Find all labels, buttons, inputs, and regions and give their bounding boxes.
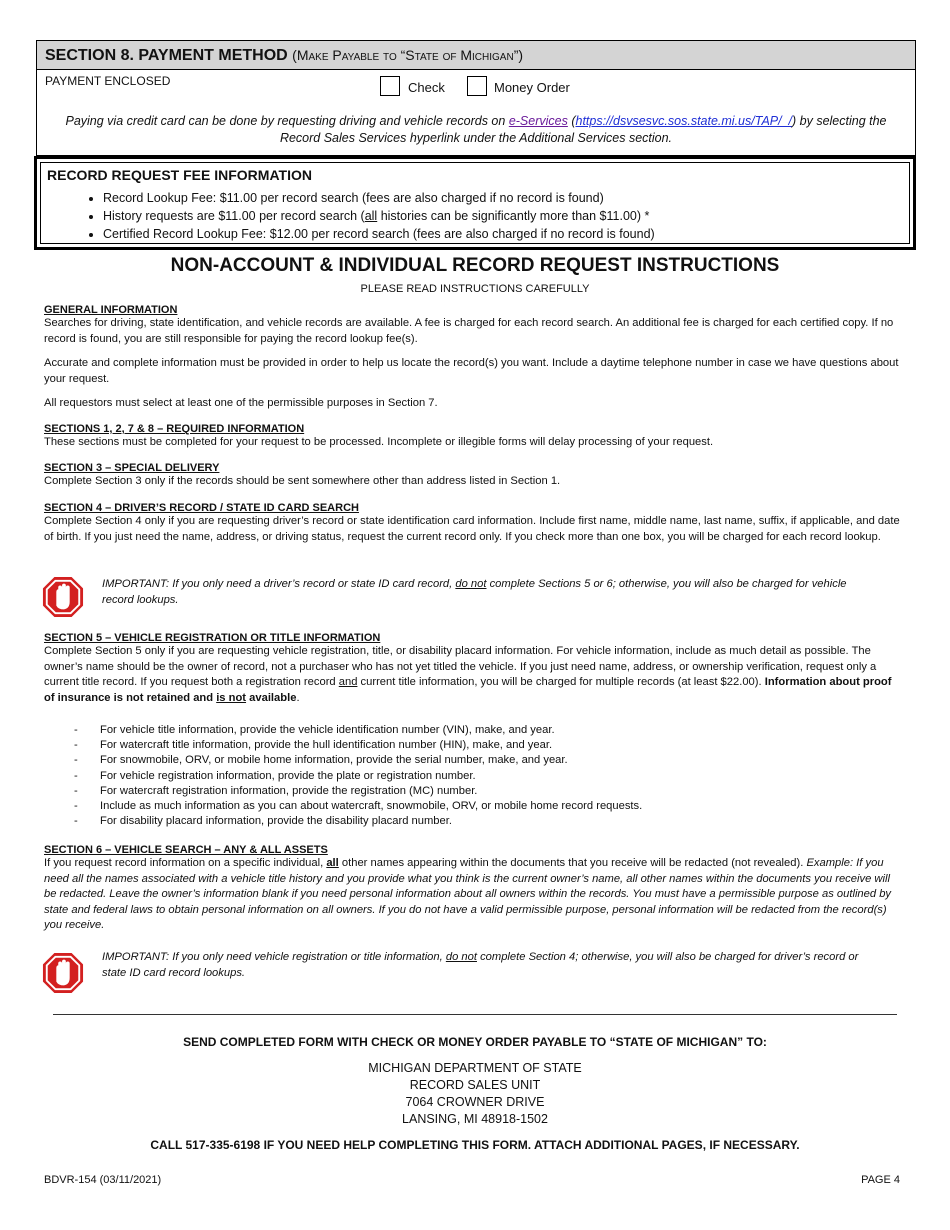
special-heading: SECTION 3 – SPECIAL DELIVERY: [44, 462, 220, 474]
s6-all: all: [326, 857, 339, 869]
s5-is-not: is not: [216, 691, 247, 704]
special-delivery: [44, 462, 902, 490]
fee-inner-border: [40, 162, 910, 244]
call-for-help: CALL 517-335-6198 IF YOU NEED HELP COMPLETING THIS FORM. ATTACH ADDITIONAL PAGES, IF NECESSARY.: [150, 1138, 800, 1152]
address-line: RECORD SALES UNIT: [409, 1078, 541, 1092]
stop-hand-icon: [42, 576, 84, 618]
payment-enclosed-label: PAYMENT ENCLOSED: [45, 74, 171, 88]
send-form-instruction: SEND COMPLETED FORM WITH CHECK OR MONEY ORDER PAYABLE TO “STATE OF MICHIGAN” TO:: [183, 1035, 767, 1049]
section-4-text: Complete Section 4 only if you are requesting driver’s record or state identification card information. Include first name, middle name, last name, suffix, if applicable, and date of birth. If you just need the name, address, or driving status, request the current record only. If you check more than one box, you will be charged for each record lookup.: [44, 515, 900, 543]
list-item: - For vehicle registration information, provide the plate or registration number.: [44, 769, 902, 784]
s5-text: Complete Section 5 only if you are requesting vehicle registration, title, or disability placard information. For vehicle information, include as much detail as possible. The owner’s name should be the owner of record, not a purchaser who has not yet titled the vehicle. If you just need name, address, or ownership verification, request only a current title record. If you request both a registration record: [44, 645, 877, 688]
fee-history-text: History requests are $11.00 per record search (: [103, 209, 365, 223]
section-5-list-wrap: [44, 723, 902, 829]
fee-history-rest: histories can be significantly more than $11.00) *: [377, 209, 650, 223]
fee-history-all: all: [364, 209, 378, 223]
list-item: - For snowmobile, ORV, or mobile home information, provide the serial number, make, and year.: [44, 753, 902, 768]
address-line: LANSING, MI 48918-1502: [402, 1112, 548, 1126]
address-line: MICHIGAN DEPARTMENT OF STATE: [368, 1061, 582, 1075]
s5-text: current title information, you will be charged for multiple records (at least $22.00).: [357, 676, 765, 688]
check-checkbox[interactable]: [380, 76, 400, 96]
section-5-heading: SECTION 5 – VEHICLE REGISTRATION OR TITLE INFORMATION: [44, 632, 381, 644]
section-5-info: [44, 632, 902, 706]
section-6-important: [102, 950, 872, 981]
imp-text: complete Section 4; otherwise, you will also be charged for driver’s record or state ID card record lookups.: [102, 951, 859, 979]
address-line: 7064 CROWNER DRIVE: [405, 1095, 545, 1109]
instructions-subtitle: PLEASE READ INSTRUCTIONS CAREFULLY: [360, 283, 590, 295]
fee-information-box: [34, 156, 916, 250]
section-4-info: [44, 502, 902, 545]
required-information: [44, 423, 902, 451]
list-item: - Include as much information as you can about watercraft, snowmobile, ORV, or mobile home record requests.: [44, 799, 902, 814]
list-item: - For watercraft registration information, provide the registration (MC) number.: [44, 784, 902, 799]
cc-text-part: Paying via credit card can be done by requesting driving and vehicle records on: [65, 114, 509, 128]
s6-example: Example: If you need all the names associated with a vehicle title history and you provide what you think is the current owner’s name, all other names within the documents you receive will be redacted. Leave the owner’s information blank if you need personal information about all owners within the records. You must have a permissible purpose as outlined by state and federal laws to obtain personal information on all owners. If you do not have a valid permissible purpose, personal information will be redacted from the record(s) you receive.: [44, 857, 892, 931]
fee-list: [41, 189, 655, 243]
section-5-list: [44, 723, 902, 829]
instructions-title: NON-ACCOUNT & INDIVIDUAL RECORD REQUEST INSTRUCTIONS: [170, 255, 780, 276]
fee-info-title: RECORD REQUEST FEE INFORMATION: [47, 167, 312, 183]
section-8-subtitle: (Make Payable to “State of Michigan”): [292, 47, 524, 63]
section-6-text: [44, 856, 902, 934]
list-item: - For disability placard information, provide the disability placard number.: [44, 814, 902, 829]
general-information: [44, 304, 902, 412]
required-text: These sections must be completed for your request to be processed. Incomplete or illegible forms will delay processing of your request.: [44, 436, 714, 448]
imp-do-not: do not: [455, 578, 487, 590]
general-p1: Searches for driving, state identification, and vehicle records are available. A fee is charged for each record search. An additional fee is charged for each certified copy. If no record is found, you are still responsible for paying the record lookup fee(s).: [44, 317, 894, 345]
fee-item-history: [103, 207, 655, 225]
section-8-header: [37, 41, 915, 70]
section-4-important: [102, 577, 872, 608]
section-5-text: [44, 644, 902, 706]
credit-card-note: [47, 113, 905, 147]
general-p3: All requestors must select at least one of the permissible purposes in Section 7.: [44, 397, 438, 409]
section-8-payment-method: [36, 40, 916, 156]
general-p2: Accurate and complete information must be provided in order to help us locate the record(s) you want. Include a daytime telephone number in case we have questions about your request.: [44, 357, 899, 385]
stop-hand-icon: [42, 952, 84, 994]
imp-text: IMPORTANT: If you only need vehicle registration or title information,: [102, 951, 446, 963]
special-text: Complete Section 3 only if the records should be sent somewhere other than address listed in Section 1.: [44, 475, 561, 487]
s6-text: other names appearing within the documents that you receive will be redacted (not revealed).: [338, 857, 804, 869]
section-8-title: SECTION 8. PAYMENT METHOD: [45, 47, 288, 64]
s6-text: If you request record information on a specific individual,: [44, 857, 327, 869]
s5-bold: available: [246, 691, 297, 704]
imp-do-not: do not: [445, 951, 477, 963]
mailing-address: [0, 1060, 950, 1128]
general-heading: GENERAL INFORMATION: [44, 304, 178, 316]
form-id: BDVR-154 (03/11/2021): [44, 1174, 162, 1186]
imp-text: complete Sections 5 or 6; otherwise, you will also be charged for vehicle record lookups.: [102, 578, 847, 606]
check-label: Check: [408, 80, 445, 95]
list-item: - For watercraft title information, provide the hull identification number (HIN), make, and year.: [44, 738, 902, 753]
s5-period: .: [296, 691, 300, 704]
divider: [53, 1014, 897, 1015]
section-4-heading: SECTION 4 – DRIVER’S RECORD / STATE ID CARD SEARCH: [44, 502, 359, 514]
s5-and: and: [338, 676, 358, 688]
cc-text-part: (: [567, 114, 576, 128]
section-6-info: [44, 844, 902, 934]
cc-text-part: ) by selecting the Record Sales Services hyperlink under the Additional Services section.: [279, 114, 887, 145]
tap-url-link[interactable]: https://dsvsesvc.sos.state.mi.us/TAP/_/: [575, 114, 793, 128]
required-heading: SECTIONS 1, 2, 7 & 8 – REQUIRED INFORMATION: [44, 423, 305, 435]
money-order-checkbox[interactable]: [467, 76, 487, 96]
list-item: - For vehicle title information, provide the vehicle identification number (VIN), make, and year.: [44, 723, 902, 738]
fee-item-lookup: • Record Lookup Fee: $11.00 per record search (fees are also charged if no record is found): [103, 189, 655, 207]
s5-bold: Information about proof of insurance is not retained and: [44, 676, 892, 704]
e-services-link[interactable]: e-Services: [508, 114, 568, 128]
imp-text: IMPORTANT: If you only need a driver’s record or state ID card record,: [102, 578, 456, 590]
section-6-heading: SECTION 6 – VEHICLE SEARCH – ANY & ALL ASSETS: [44, 844, 328, 856]
page-number: PAGE 4: [861, 1174, 900, 1186]
fee-item-certified: • Certified Record Lookup Fee: $12.00 per record search (fees are also charged if no record is found): [103, 225, 655, 243]
money-order-label: Money Order: [494, 80, 570, 95]
